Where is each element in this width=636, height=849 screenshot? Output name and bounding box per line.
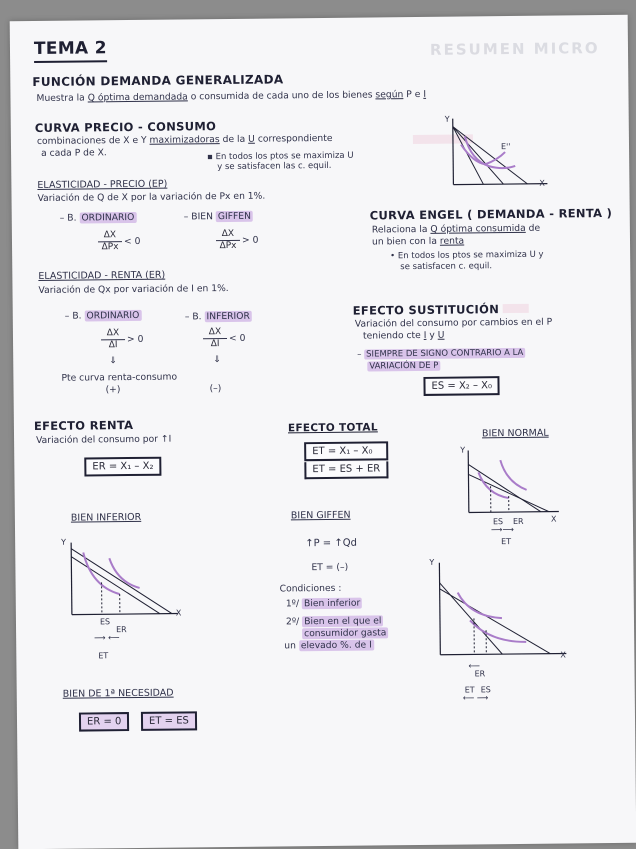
page-title: TEMA 2 xyxy=(34,38,107,63)
necesidad-title: BIEN DE 1ª NECESIDAD xyxy=(63,688,174,700)
normal-er-label: ER xyxy=(513,516,524,527)
inferior-er-label: ER xyxy=(116,624,127,635)
er-el-fraction-ordinario: $\frac{\Delta X}{\Delta I}$ xyxy=(101,328,125,351)
inferior-y-label: Y xyxy=(61,537,66,548)
giffen-condition-2c: un elevado %. de I xyxy=(284,639,374,651)
demanda-description: Muestra la Q óptima demandada o consumida de cada uno de los bienes según P e I xyxy=(36,89,426,104)
ep-fraction-ordinario: ΔX ΔPx xyxy=(98,230,122,253)
er-el-note-sign-neg: (–) xyxy=(209,383,221,394)
engel-bullet2: se satisfacen c. equil. xyxy=(400,261,492,273)
ep-fraction-giffen: ΔX ΔPx xyxy=(216,229,240,252)
pcc-bullet2: y se satisfacen las c. equil. xyxy=(217,161,331,173)
giffen-conditions: Condiciones : xyxy=(280,583,342,595)
normal-et-label: ET xyxy=(501,536,511,547)
er-el-rel-inferior: < 0 xyxy=(229,333,246,344)
section-title-pcc: CURVA PRECIO - CONSUMO xyxy=(35,119,216,135)
giffen-line2: ET = (–) xyxy=(311,562,348,573)
giffen-graph xyxy=(429,557,570,662)
section-title-demanda: FUNCIÓN DEMANDA GENERALIZADA xyxy=(32,72,283,89)
es-formula: ES = X₂ – X₀ xyxy=(423,376,500,396)
giffen-arrows: ⟵ ⟶ xyxy=(463,692,489,703)
giffen-condition-1: 1º/ Bien inferior xyxy=(286,598,363,610)
er-el-title: ELASTICIDAD - RENTA (ER) xyxy=(38,270,165,282)
section-title-engel: CURVA ENGEL ( DEMANDA - RENTA ) xyxy=(370,206,613,223)
giffen-et-label: ET xyxy=(465,684,475,695)
normal-es-label: ES xyxy=(493,516,503,527)
giffen-title: BIEN GIFFEN xyxy=(291,510,351,522)
necesidad-formula-1: ER = 0 xyxy=(79,712,130,732)
giffen-er-arrow: ⟵ xyxy=(468,660,480,671)
giffen-condition-2b: consumidor gasta xyxy=(302,627,388,639)
bleed-through-text: RESUMEN MICRO xyxy=(430,39,600,59)
giffen-x-label: X xyxy=(560,649,566,660)
er-description: Variación del consumo por ↑I xyxy=(36,434,171,446)
necesidad-formula-2: ET = ES xyxy=(141,711,197,731)
inferior-title: BIEN INFERIOR xyxy=(71,512,141,524)
inferior-x-label: X xyxy=(176,607,182,618)
normal-x-label: X xyxy=(551,514,557,525)
pcc-bullet1: ▪ En todos los ptos se maximiza U xyxy=(207,151,354,164)
normal-graph xyxy=(460,446,561,519)
es-line2: teniendo cte I y U xyxy=(363,330,445,342)
ep-ordinario: – B. ORDINARIO xyxy=(60,212,137,224)
notebook-page xyxy=(10,15,636,849)
er-el-arrow-1: ⇓ xyxy=(109,355,117,366)
tape-mark xyxy=(503,304,529,313)
er-el-inferior: – B. INFERIOR xyxy=(185,311,252,323)
er-el-arrow-2: ⇓ xyxy=(213,354,221,365)
normal-title: BIEN NORMAL xyxy=(482,428,549,440)
inferior-arrows: ⟶ ⟵ xyxy=(94,632,120,643)
section-title-es: EFECTO SUSTITUCIÓN xyxy=(353,302,499,318)
pcc-line2: a cada P de X. xyxy=(41,147,107,159)
ep-description: Variación de Q de X por la variación de Px en 1%. xyxy=(37,191,265,204)
giffen-er-label: ER xyxy=(474,668,485,679)
er-el-note: Pte curva renta-consumo xyxy=(61,372,177,384)
et-formula-1: ET = X₁ – X₀ xyxy=(304,441,388,461)
engel-line1: Relaciona la Q óptima consumida de xyxy=(372,223,540,236)
er-formula: ER = X₁ – X₂ xyxy=(84,457,161,477)
ep-rel-ordinario: < 0 xyxy=(124,236,141,247)
normal-arrows: ⟶⟶ xyxy=(491,524,514,535)
er-el-rel-ordinario: > 0 xyxy=(127,334,144,345)
pcc-graph xyxy=(443,114,554,191)
inferior-et-label: ET xyxy=(98,650,108,661)
pcc-line1: combinaciones de X e Y maximizadoras de la U correspondiente xyxy=(37,133,333,147)
ep-rel-giffen: > 0 xyxy=(242,235,259,246)
giffen-line1: ↑P = ↑Qd xyxy=(305,538,357,550)
inferior-es-label: ES xyxy=(100,616,110,627)
ep-giffen: – BIEN GIFFEN xyxy=(184,211,253,223)
giffen-condition-2: 2º/ Bien en el que el xyxy=(286,615,384,627)
section-title-et: EFECTO TOTAL xyxy=(288,421,378,434)
es-bullet1: – SIEMPRE DE SIGNO CONTRARIO A LA xyxy=(357,348,525,361)
pcc-graph-e-label: E'' xyxy=(501,141,511,152)
es-bullet2: VARIACIÓN DE P xyxy=(367,361,440,373)
engel-bullet1: • En todos los ptos se maximiza U y xyxy=(390,250,544,263)
er-el-fraction-inferior: $\frac{\Delta X}{\Delta I}$ xyxy=(203,327,227,350)
er-el-note-sign-pos: (+) xyxy=(105,384,120,395)
giffen-y-label: Y xyxy=(429,557,434,568)
et-formula-2: ET = ES + ER xyxy=(304,461,388,479)
section-title-er: EFECTO RENTA xyxy=(34,418,134,433)
ep-title: ELASTICIDAD - PRECIO (EP) xyxy=(37,179,167,191)
es-line1: Variación del consumo por cambios en el P xyxy=(355,317,552,330)
pcc-graph-y-label: Y xyxy=(445,114,450,125)
engel-line2: un bien con la renta xyxy=(372,236,464,248)
normal-y-label: Y xyxy=(460,445,465,456)
er-el-ordinario: – B. ORDINARIO xyxy=(65,310,142,322)
er-el-description: Variación de Qx por variación de I en 1%. xyxy=(38,283,228,296)
inferior-graph xyxy=(63,537,184,622)
pcc-graph-x-label: X xyxy=(539,178,545,189)
giffen-es-label: ES xyxy=(481,684,491,695)
